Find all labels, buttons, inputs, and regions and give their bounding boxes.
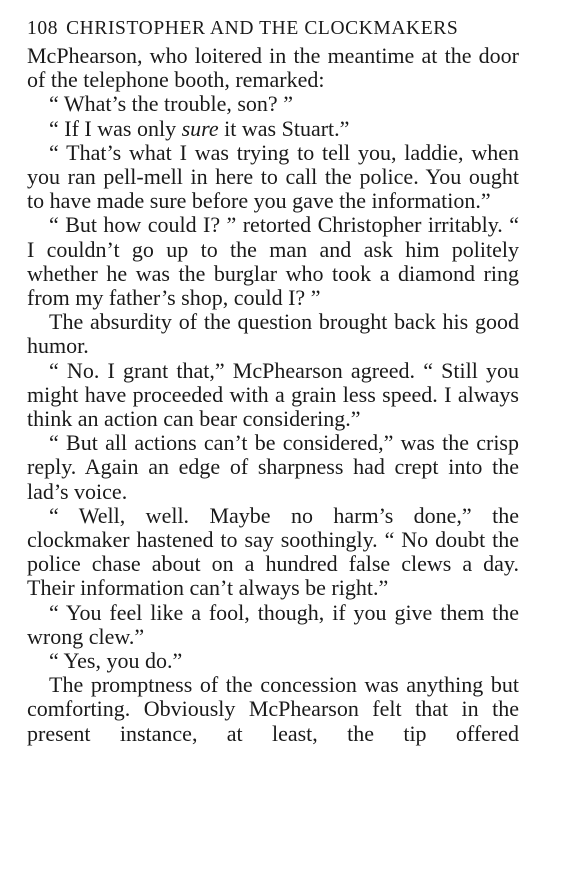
paragraph: McPhearson, who loitered in the meantime at the door of the telephone booth, remarked: [27, 43, 519, 93]
running-header [27, 16, 519, 44]
paragraph: “ But all actions can’t be considered,” was the crisp reply. Again an edge of sharpness had crept into the lad’s voice. [27, 430, 519, 504]
paragraph: The absurdity of the question brought back his good humor. [27, 309, 519, 359]
paragraph: “ You feel like a fool, though, if you give them the wrong clew.” [27, 599, 519, 649]
paragraph: “ If I was only sure it was Stuart.” [49, 115, 350, 141]
paragraph: “ Well, well. Maybe no harm’s done,” the clockmaker hastened to say soothingly. “ No doubt the police chase about on a hundred false clews a day. Their information can’t always be right.” [27, 502, 519, 601]
paragraph: “ What’s the trouble, son? ” [49, 91, 293, 117]
paragraph: The promptness of the concession was anything but comforting. Obviously McPhearson felt that in the present instance, at least, the tip offered [27, 672, 519, 746]
body-text [27, 44, 519, 746]
page-number: 108 [27, 18, 59, 39]
paragraph: “ No. I grant that,” McPhearson agreed. “ Still you might have proceeded with a grain less speed. I always think an action can bear considering.” [27, 357, 519, 432]
paragraph: “ Yes, you do.” [49, 648, 183, 674]
emphasis: sure [181, 115, 219, 141]
paragraph: “ That’s what I was trying to tell you, laddie, when you ran pell-mell in here to call the police. You ought to have made sure before you gave the information.” [27, 139, 519, 214]
running-title: CHRISTOPHER AND THE CLOCKMAKERS [66, 18, 459, 39]
paragraph: “ But how could I? ” retorted Christopher irritably. “ I couldn’t go up to the man and ask him politely whether he was the burglar who took a diamond ring from my father’s shop, could I? ” [27, 212, 519, 311]
book-page [27, 16, 519, 746]
